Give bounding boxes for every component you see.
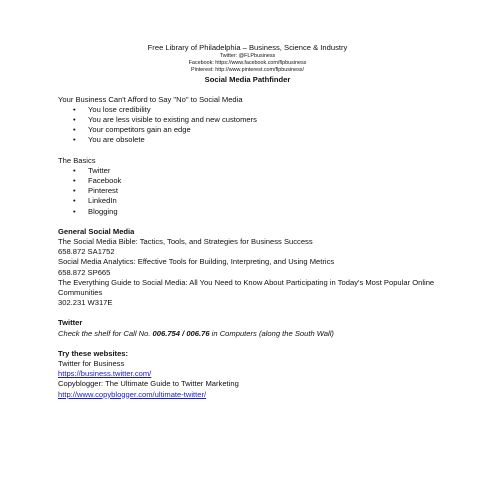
list-item: • Pinterest bbox=[73, 186, 118, 196]
list-item: • You are obsolete bbox=[73, 135, 145, 145]
bullet-icon: • bbox=[73, 165, 76, 175]
basics-heading: The Basics bbox=[58, 155, 96, 165]
list-item: • LinkedIn bbox=[73, 196, 117, 206]
list-item: • Twitter bbox=[73, 165, 111, 175]
book-title: The Social Media Bible: Tactics, Tools, and Strategies for Business Success bbox=[58, 237, 313, 247]
list-item: • You lose credibility bbox=[73, 104, 151, 114]
list-item: • Blogging bbox=[73, 206, 118, 216]
call-number: 658.872 SP665 bbox=[58, 267, 111, 277]
twitter-handle: Twitter: @FLPbusiness bbox=[219, 53, 276, 59]
basics-bullet-list bbox=[58, 166, 437, 217]
twitter-business-link[interactable]: https://business.twitter.com/ bbox=[58, 369, 152, 379]
bullet-icon: • bbox=[73, 104, 76, 114]
shelf-note: Check the shelf for Call No. 006.754 / 006.76 in Computers (along the South Wall) bbox=[58, 328, 334, 338]
bullet-icon: • bbox=[73, 115, 76, 125]
call-number: 302.231 W317E bbox=[58, 298, 113, 308]
bullet-icon: • bbox=[73, 186, 76, 196]
copyblogger-link[interactable]: http://www.copyblogger.com/ultimate-twitter/ bbox=[58, 389, 207, 399]
pinterest-url: Pinterest: http://www.pinterest.com/flpbusiness/ bbox=[191, 67, 304, 74]
intro-bullet-list bbox=[58, 105, 437, 146]
call-number: 658.872 SA1752 bbox=[58, 247, 115, 257]
list-item: • You are less visible to existing and new customers bbox=[73, 115, 257, 125]
bullet-icon: • bbox=[73, 206, 76, 216]
website-name: Twitter for Business bbox=[58, 359, 125, 369]
book-title: Social Media Analytics: Effective Tools for Building, Interpreting, and Using Metrics bbox=[58, 257, 335, 267]
bullet-icon: • bbox=[73, 125, 76, 135]
website-name: Copyblogger: The Ultimate Guide to Twitter Marketing bbox=[58, 379, 239, 389]
bullet-icon: • bbox=[73, 135, 76, 145]
facebook-url: Facebook: https://www.facebook.com/flpbusiness bbox=[188, 60, 307, 67]
document-title: Social Media Pathfinder bbox=[204, 74, 291, 84]
book-title: The Everything Guide to Social Media: All You Need to Know About Participating in Today's Most Popular Online Communities bbox=[58, 277, 435, 298]
websites-heading: Try these websites: bbox=[58, 348, 129, 358]
document-header bbox=[58, 43, 437, 85]
general-heading: General Social Media bbox=[58, 226, 135, 236]
shelf-call-number: 006.754 / 006.76 bbox=[152, 328, 210, 338]
twitter-heading: Twitter bbox=[58, 318, 83, 328]
bullet-icon: • bbox=[73, 176, 76, 186]
list-item: • Your competitors gain an edge bbox=[73, 125, 191, 135]
library-name: Free Library of Philadelphia – Business, Science & Industry bbox=[147, 43, 348, 52]
list-item: • Facebook bbox=[73, 176, 122, 186]
intro-heading: Your Business Can't Afford to Say "No" to Social Media bbox=[58, 94, 243, 104]
bullet-icon: • bbox=[73, 196, 76, 206]
